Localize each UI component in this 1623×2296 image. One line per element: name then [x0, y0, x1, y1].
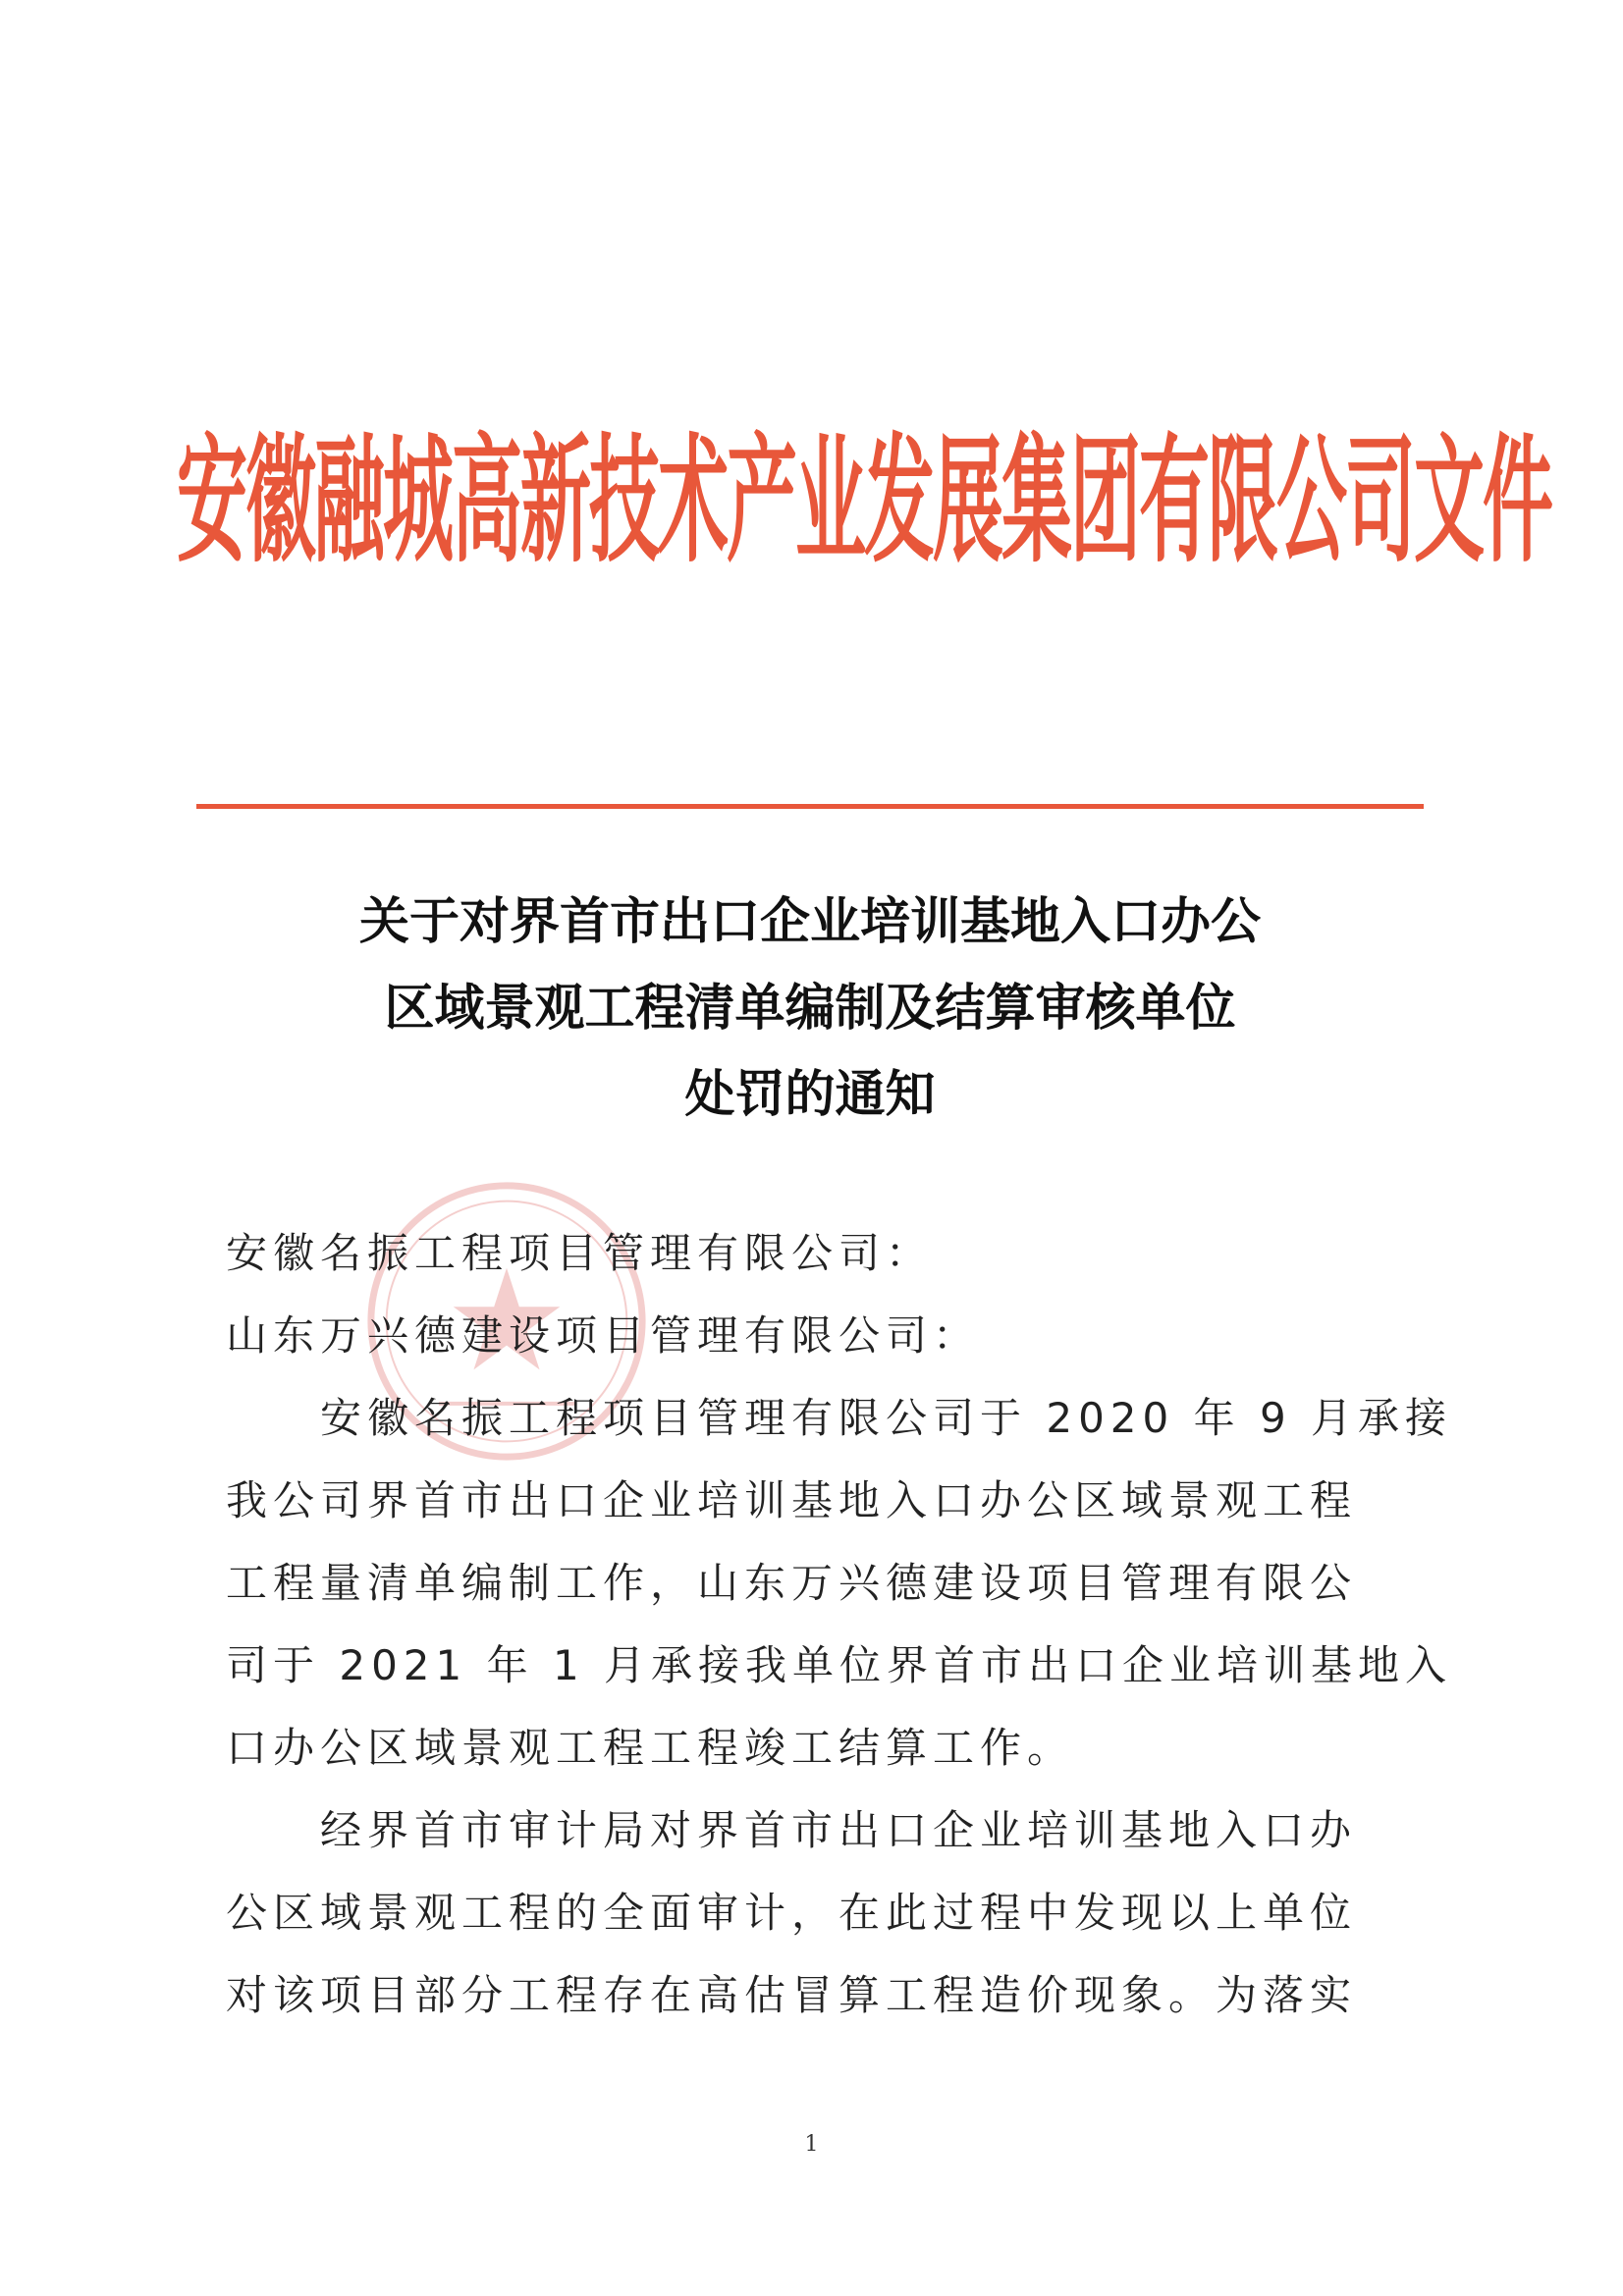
body-paragraph [226, 1789, 1375, 2037]
notice-title-line: 区域景观工程清单编制及结算审核单位 [384, 979, 1236, 1038]
paragraph-line: 安徽名振工程项目管理有限公司于 2020 年 9 月承接 [320, 1394, 1453, 1442]
paragraph-line: 对该项目部分工程存在高估冒算工程造价现象。为落实 [226, 1971, 1358, 2019]
paragraph-line: 公区域景观工程的全面审计，在此过程中发现以上单位 [226, 1889, 1358, 1937]
recipient-line: 山东万兴德建设项目管理有限公司： [226, 1311, 981, 1360]
paragraph-line: 司于 2021 年 1 月承接我单位界首市出口企业培训基地入 [226, 1641, 1453, 1689]
paragraph-line: 工程量清单编制工作，山东万兴德建设项目管理有限公 [226, 1559, 1358, 1607]
notice-title [196, 879, 1424, 1138]
page-number: 1 [804, 2132, 819, 2157]
paragraph-line: 经界首市审计局对界首市出口企业培训基地入口办 [320, 1806, 1358, 1854]
issuer-header-title: 安徽融城高新技术产业发展集团有限公司文件 [177, 418, 1552, 581]
header-red-rule [196, 804, 1424, 809]
notice-title-line: 处罚的通知 [684, 1065, 936, 1124]
notice-title-line: 关于对界首市出口企业培训基地入口办公 [358, 892, 1261, 951]
recipient-line: 安徽名振工程项目管理有限公司： [226, 1229, 934, 1277]
paragraph-line: 我公司界首市出口企业培训基地入口办公区域景观工程 [226, 1476, 1358, 1524]
notice-body [226, 1212, 1453, 2037]
paragraph-line: 口办公区域景观工程工程竣工结算工作。 [226, 1724, 1075, 1772]
body-paragraph [226, 1377, 1453, 1789]
